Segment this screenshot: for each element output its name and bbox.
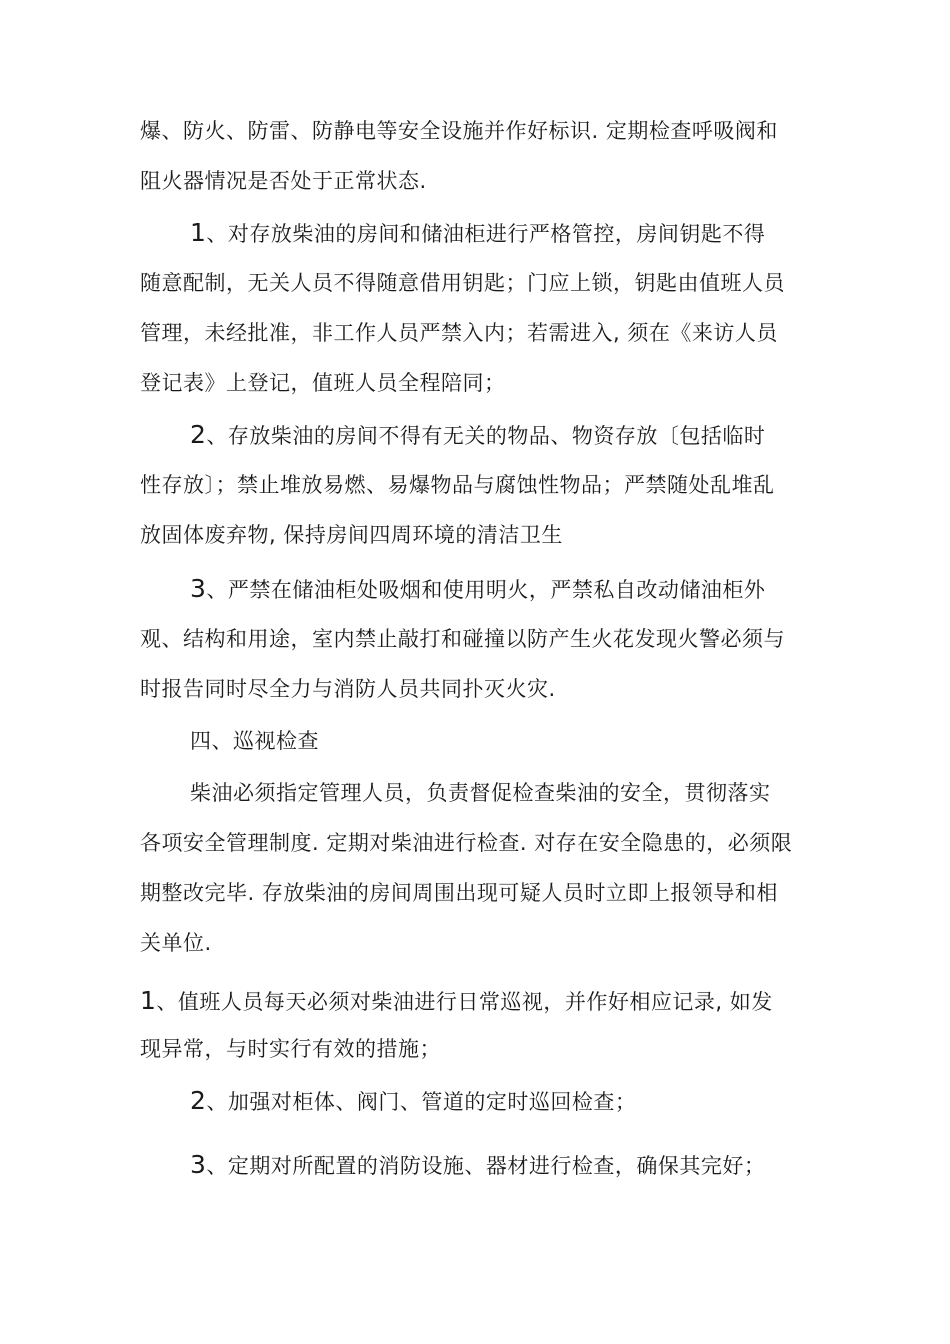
paragraph-line: 、定期对所配置的消防设施、器材进行检查，确保其完好； (206, 1154, 766, 1178)
paragraph-line: 柴油必须指定管理人员，负责督促检查柴油的安全，贯彻落实 (190, 781, 771, 805)
paragraph-line: 、对存放柴油的房间和储油柜进行严格管控，房间钥匙不得 (206, 222, 766, 246)
paragraph-line: 时报告同时尽全力与消防人员共同扑灭火灾. (140, 677, 556, 701)
item-number: 3 (190, 574, 207, 603)
paragraph-line: 性存放〕；禁止堆放易燃、易爆物品与腐蚀性物品；严禁随处乱堆乱 (140, 473, 775, 497)
paragraph-line: 、加强对柜体、阀门、管道的定时巡回检查； (206, 1090, 637, 1114)
numbered-item (190, 420, 765, 451)
numbered-item (140, 986, 773, 1017)
numbered-item (190, 1150, 765, 1181)
paragraph-line: 期整改完毕. 存放柴油的房间周围出现可疑人员时立即上报领导和相 (140, 881, 778, 905)
item-number: 2 (190, 420, 207, 449)
paragraph-line: 、存放柴油的房间不得有无关的物品、物资存放〔包括临时 (206, 424, 766, 448)
paragraph-line: 关单位. (140, 931, 212, 955)
item-number: 3 (190, 1150, 207, 1179)
paragraph-line: 、严禁在储油柜处吸烟和使用明火，严禁私自改动储油柜外 (206, 578, 766, 602)
paragraph-line: 、值班人员每天必须对柴油进行日常巡视，并作好相应记录, 如发 (156, 990, 773, 1014)
paragraph-line: 管理，未经批准，非工作人员严禁入内；若需进入, 须在《来访人员 (140, 321, 778, 345)
item-number: 1 (190, 218, 207, 247)
paragraph-line: 放固体废弃物, 保持房间四周环境的清洁卫生 (140, 523, 563, 547)
paragraph-line: 阻火器情况是否处于正常状态. (140, 169, 427, 193)
paragraph-line: 观、结构和用途，室内禁止敲打和碰撞以防产生火花发现火警必须与 (140, 627, 785, 651)
numbered-item (190, 1086, 636, 1117)
paragraph-line: 爆、防火、防雷、防静电等安全设施并作好标识. 定期检查呼吸阀和 (140, 119, 778, 143)
numbered-item (190, 574, 765, 605)
paragraph-line: 现异常，与时实行有效的措施； (140, 1037, 441, 1061)
item-number: 2 (190, 1086, 207, 1115)
item-number: 1 (140, 986, 157, 1015)
paragraph-line: 各项安全管理制度. 定期对柴油进行检查. 对存在安全隐患的，必须限 (140, 831, 793, 855)
paragraph-line: 随意配制，无关人员不得随意借用钥匙；门应上锁，钥匙由值班人员 (140, 271, 785, 295)
numbered-item (190, 218, 765, 249)
paragraph-line: 登记表》上登记，值班人员全程陪同； (140, 371, 506, 395)
section-heading: 四、巡视检查 (190, 729, 319, 753)
